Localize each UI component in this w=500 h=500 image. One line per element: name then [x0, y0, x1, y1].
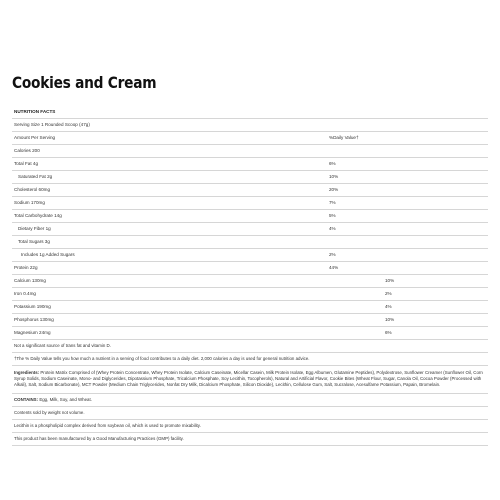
- nutrient-label: Calcium 130mg: [14, 278, 46, 283]
- daily-value-header: %Daily Value†: [329, 135, 359, 140]
- facts-header: NUTRITION FACTS: [14, 109, 56, 114]
- nutrient-daily-value: 4%: [329, 226, 336, 231]
- nutrient-row: [12, 197, 488, 210]
- nutrient-rows: [12, 145, 488, 340]
- nutrient-daily-value: 4%: [385, 304, 392, 309]
- lecithin-note: Lecithin is a phospholipid complex derived from soybean oil, which is used to promote mixability.: [12, 420, 488, 433]
- not-significant-note: Not a significant source of trans fat and vitamin D.: [12, 340, 488, 353]
- nutrient-row: [12, 327, 488, 340]
- nutrient-row: [12, 314, 488, 327]
- nutrient-row: [12, 262, 488, 275]
- nutrient-label: Iron 0.4mg: [14, 291, 36, 296]
- nutrient-row: [12, 288, 488, 301]
- weight-note: Contents sold by weight not volume.: [12, 407, 488, 420]
- product-title: Cookies and Cream: [12, 73, 157, 92]
- nutrient-row: [12, 158, 488, 171]
- nutrient-label: Magnesium 24mg: [14, 330, 51, 335]
- gmp-note: This product has been manufactured by a Good Manufacturing Practices (GMP) facility.: [12, 433, 488, 446]
- ingredients-text: Protein Matrix Comprised of (Whey Protein Concentrate, Whey Protein Isolate, Calcium Caseinate, Micellar Casein, Milk Protein Isolate, Egg Albumen, Glutamine Peptides), Polydextrose, Sunflower Creamer (Sunflower Oil, Corn Syrup Solids, Sodium Caseinate, Mono- and Diglycerides, Dipotassium Phosphate, Tricalcium Phosphate, Soy Lecithin, Tocopherols), Natural and Artificial Flavor, Cookie Bites (Wheat Flour, Sugar, Canola Oil, Cocoa Powder (Processed with Alkali), Salt, Sodium Bicarbonate), MCT Powder (Medium Chain Triglycerides, Nonfat Dry Milk, Dicalcium Phosphate, Silicon Dioxide), Lecithin, Cellulose Gum, Salt, Sucralose, Acesulfame Potassium, Papain, Bromelain.: [14, 370, 483, 387]
- ingredients-label: Ingredients:: [14, 370, 40, 375]
- nutrient-row: [12, 236, 488, 249]
- facts-header-row: [12, 106, 488, 119]
- nutrient-label: Sodium 170mg: [14, 200, 45, 205]
- nutrient-daily-value: 10%: [385, 278, 395, 283]
- nutrient-row: [12, 210, 488, 223]
- contains-row: [12, 394, 488, 407]
- nutrient-daily-value: 10%: [385, 317, 395, 322]
- nutrient-row: [12, 184, 488, 197]
- serving-size: Serving Size 1 Rounded Scoop (47g): [14, 122, 90, 127]
- nutrient-row: [12, 275, 488, 288]
- nutrient-row: [12, 171, 488, 184]
- amount-header-row: [12, 132, 488, 145]
- nutrient-daily-value: 6%: [385, 330, 392, 335]
- nutrient-daily-value: 6%: [329, 161, 336, 166]
- amount-header: Amount Per Serving: [14, 135, 56, 140]
- nutrient-label: Dietary Fiber 1g: [18, 226, 51, 231]
- nutrient-label: Total Fat 4g: [14, 161, 39, 166]
- nutrient-daily-value: 44%: [329, 265, 339, 270]
- nutrient-daily-value: 5%: [329, 213, 336, 218]
- nutrient-label: Protein 22g: [14, 265, 38, 270]
- contains-label: CONTAINS:: [14, 397, 39, 402]
- nutrient-daily-value: 10%: [329, 174, 339, 179]
- nutrient-row: [12, 301, 488, 314]
- nutrient-label: Calories 200: [14, 148, 40, 153]
- contains-text: Egg, Milk, Soy, and Wheat.: [39, 397, 92, 402]
- nutrient-label: Potassium 190mg: [14, 304, 51, 309]
- nutrient-row: [12, 249, 488, 262]
- nutrient-daily-value: 2%: [329, 252, 336, 257]
- nutrient-daily-value: 7%: [329, 200, 336, 205]
- nutrient-label: Cholesterol 60mg: [14, 187, 51, 192]
- nutrient-label: Total Carbohydrate 14g: [14, 213, 62, 218]
- serving-size-row: [12, 119, 488, 132]
- nutrient-label: Saturated Fat 2g: [18, 174, 53, 179]
- ingredients-row: [12, 366, 488, 394]
- nutrient-daily-value: 2%: [385, 291, 392, 296]
- nutrient-row: [12, 145, 488, 158]
- nutrient-label: Includes 1g Added Sugars: [21, 252, 75, 257]
- nutrient-label: Phosphorus 130mg: [14, 317, 54, 322]
- nutrition-table: [12, 106, 488, 446]
- nutrient-row: [12, 223, 488, 236]
- nutrient-daily-value: 20%: [329, 187, 339, 192]
- nutrient-label: Total Sugars 3g: [18, 239, 50, 244]
- daily-value-footnote: †The % Daily Value tells you how much a nutrient in a serving of food contributes to a daily diet. 2,000 calories a day is used for general nutrition advice.: [12, 353, 488, 366]
